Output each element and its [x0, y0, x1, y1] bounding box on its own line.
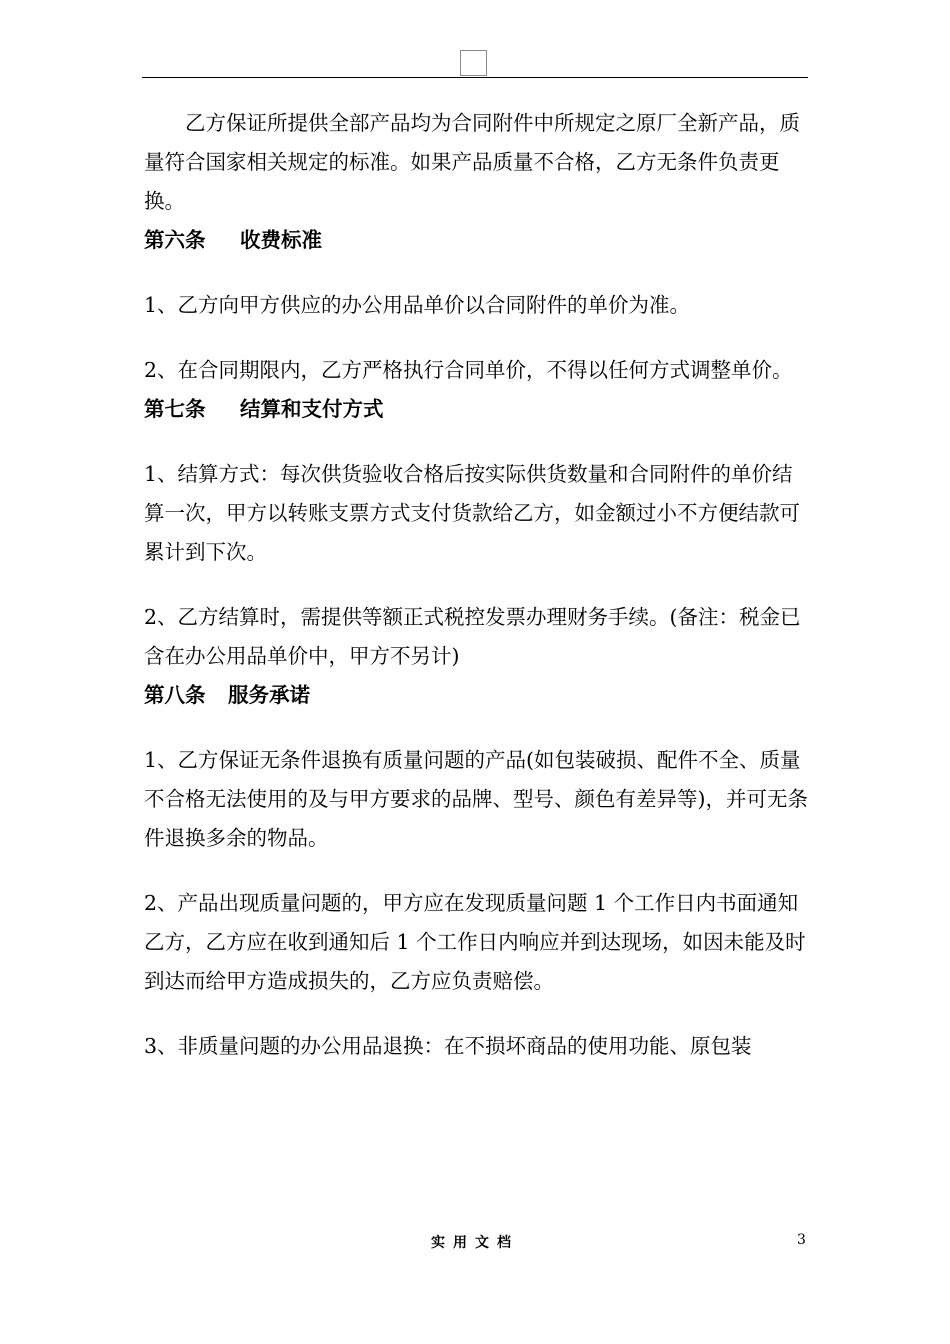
- section-8-item-2: 2、产品出现质量问题的，甲方应在发现质量问题 1 个工作日内书面通知乙方，乙方应在收到通知后 1 个工作日内响应并到达现场，如因未能及时到达而给甲方造成损失的，乙方应负责赔偿。: [144, 891, 806, 993]
- section-8-item-3: 3、非质量问题的办公用品退换：在不损坏商品的使用功能、原包装: [144, 1034, 752, 1058]
- document-body: [144, 104, 812, 1066]
- section-title: 结算和支付方式: [240, 397, 384, 421]
- section-number: 第七条: [144, 397, 206, 421]
- section-6-item-1: 1、乙方向甲方供应的办公用品单价以合同附件的单价为准。: [144, 293, 691, 317]
- header-rule: [142, 77, 808, 78]
- footer-label: 实用文档: [431, 1235, 519, 1251]
- section-6-item-2: 2、在合同期限内，乙方严格执行合同单价，不得以任何方式调整单价。: [144, 358, 793, 382]
- section-heading-8: [144, 676, 812, 715]
- section-heading-7: [144, 390, 812, 429]
- header-placeholder-box: [460, 50, 487, 76]
- section-title: 服务承诺: [228, 683, 310, 707]
- section-number: 第八条: [144, 683, 206, 707]
- section-number: 第六条: [144, 228, 206, 252]
- section-title: 收费标准: [240, 228, 322, 252]
- section-7-item-1: 1、结算方式：每次供货验收合格后按实际供货数量和合同附件的单价结算一次，甲方以转账支票方式支付货款给乙方，如金额过小不方便结款可累计到下次。: [144, 462, 800, 564]
- paragraph-quality-guarantee: 乙方保证所提供全部产品均为合同附件中所规定之原厂全新产品，质量符合国家相关规定的标准。如果产品质量不合格，乙方无条件负责更换。: [144, 111, 800, 213]
- section-8-item-1: 1、乙方保证无条件退换有质量问题的产品(如包装破损、配件不全、质量不合格无法使用的及与甲方要求的品牌、型号、颜色有差异等)，并可无条件退换多余的物品。: [144, 748, 808, 850]
- section-7-item-2: 2、乙方结算时，需提供等额正式税控发票办理财务手续。(备注：税金已含在办公用品单价中，甲方不另计): [144, 605, 801, 668]
- section-heading-6: [144, 221, 812, 260]
- page-number: 3: [797, 1232, 806, 1248]
